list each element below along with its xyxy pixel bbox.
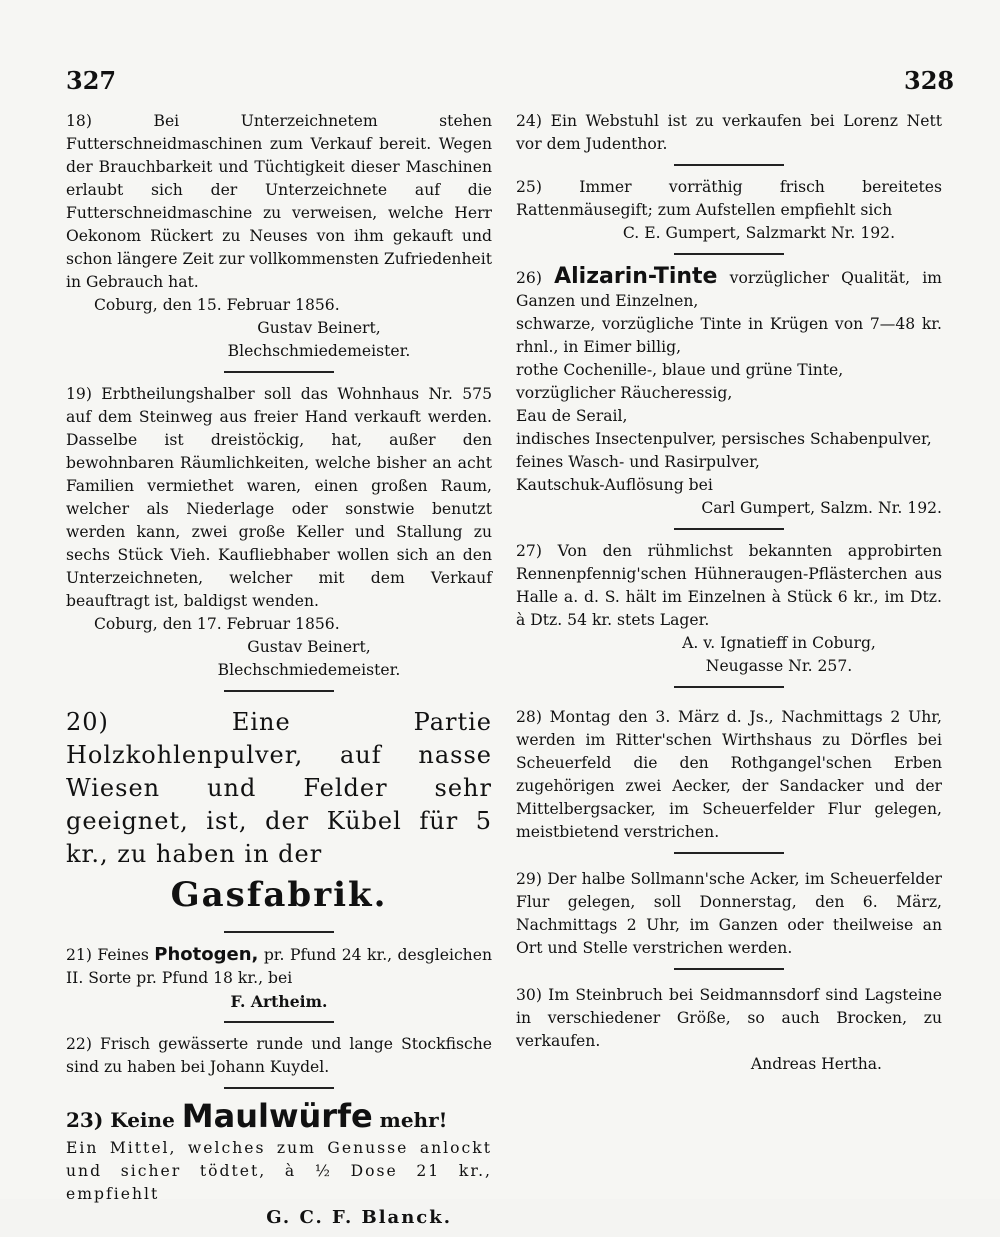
ad-26-item: Kautschuk-Auflösung bei [516, 476, 713, 494]
ad-21 [66, 943, 492, 1013]
separator [674, 164, 784, 166]
ad-22 [66, 1033, 492, 1079]
ad-26-item: Eau de Serail, [516, 407, 628, 425]
separator [224, 1021, 334, 1023]
ad-26-item: schwarze, vorzügliche Tinte in Krügen von 7—48 kr. rhnl., in Eimer billig, [516, 315, 942, 356]
separator [674, 968, 784, 970]
ad-30-signature: Andreas Hertha. [750, 1055, 882, 1073]
ad-19-text: 19) Erbtheilungshalber soll das Wohnhaus Nr. 575 auf dem Steinweg aus freier Hand verkauft werden. Dasselbe ist dreistöckig, hat, außer den bewohnbaren Räumlichkeiten, welche bisher an acht Familien vermiethet waren, einen großen Raum, welcher als Niederlage oder sonstwie benutzt werden kann, zwei große Keller und Stallung zu sechs Stück Vieh. Kaufliebhaber wollen sich an den Unterzeichneten, welcher mit dem Verkauf beauftragt ist, baldigst wenden. [66, 385, 492, 610]
ad-22-text: 22) Frisch gewässerte runde und lange Stockfische sind zu haben bei Johann Kuydel. [66, 1035, 492, 1076]
ad-19 [66, 383, 492, 682]
ad-26-intro: vorzüglicher Qualität, im Ganzen und Einzelnen, [516, 269, 942, 310]
ad-18 [66, 110, 492, 363]
ad-27 [516, 540, 942, 678]
page-number-right: 328 [904, 66, 955, 95]
ad-18-signature-name: Gustav Beinert, [257, 319, 381, 337]
ad-30-text: 30) Im Steinbruch bei Seidmannsdorf sind Lagsteine in verschiedener Größe, so auch Brocken, zu verkaufen. [516, 986, 942, 1050]
ad-23-word-3: mehr! [379, 1108, 448, 1132]
separator [224, 690, 334, 692]
left-column [66, 110, 492, 1237]
ad-25-text: 25) Immer vorräthig frisch bereitetes Rattenmäusegift; zum Aufstellen empfiehlt sich [516, 178, 942, 219]
ad-28 [516, 706, 942, 844]
ad-18-date: Coburg, den 15. Februar 1856. [94, 296, 340, 314]
separator [674, 686, 784, 688]
ad-24 [516, 110, 942, 156]
ad-23-text: Ein Mittel, welches zum Genusse anlockt und sicher tödtet, à ½ Dose 21 kr., empfiehlt [66, 1139, 492, 1203]
ad-28-text: 28) Montag den 3. März d. Js., Nachmittags 2 Uhr, werden im Ritter'schen Wirthshaus zu Dörfles bei Scheuerfeld die den Rothgangel'schen Erben zugehörigen zwei Aecker, der Sandacker und der Mittelbergsacker, im Scheuerfelder Flur gelegen, meistbietend verstrichen. [516, 708, 942, 841]
ad-29 [516, 868, 942, 960]
ad-26 [516, 265, 942, 520]
ad-23-signature: G. C. F. Blanck. [266, 1207, 452, 1228]
ad-21-signature: F. Artheim. [230, 992, 328, 1011]
ad-26-item: feines Wasch- und Rasirpulver, [516, 453, 760, 471]
right-column [516, 110, 942, 1084]
ad-18-signature-title: Blechschmiedemeister. [227, 342, 411, 360]
ad-21-prefix: 21) Feines [66, 946, 149, 964]
ad-26-headline [516, 265, 942, 313]
ad-24-text: 24) Ein Webstuhl ist zu verkaufen bei Lorenz Nett vor dem Judenthor. [516, 112, 942, 153]
ad-20-place: Gasfabrik. [170, 875, 388, 915]
separator [674, 528, 784, 530]
ad-23-number: 23) [66, 1108, 104, 1132]
ad-26-product: Alizarin-Tinte [554, 264, 718, 289]
page-number-left: 327 [66, 66, 117, 95]
ad-20-text: 20) Eine Partie Holzkohlenpulver, auf nasse Wiesen und Felder sehr geeignet, ist, der Kübel für 5 kr., zu haben in der [66, 708, 492, 868]
separator [674, 852, 784, 854]
ad-26-signature: Carl Gumpert, Salzm. Nr. 192. [701, 499, 942, 517]
ad-26-item: vorzüglicher Räucheressig, [516, 384, 733, 402]
ad-25 [516, 176, 942, 245]
ad-27-signature-name: A. v. Ignatieff in Coburg, [682, 634, 876, 652]
ad-23-word-1: Keine [110, 1108, 175, 1132]
ad-21-rest: pr. Pfund 24 kr., desgleichen II. Sorte pr. Pfund 18 kr., bei [66, 946, 492, 987]
ad-19-signature-title: Blechschmiedemeister. [217, 661, 401, 679]
ad-19-signature-name: Gustav Beinert, [247, 638, 371, 656]
ad-20 [66, 706, 492, 915]
ad-23 [66, 1099, 492, 1229]
ad-30 [516, 984, 942, 1076]
ad-27-signature-address: Neugasse Nr. 257. [705, 657, 853, 675]
ad-21-text [66, 943, 492, 990]
separator [224, 371, 334, 373]
separator [674, 253, 784, 255]
separator [224, 931, 334, 933]
ad-18-text: 18) Bei Unterzeichnetem stehen Futterschneidmaschinen zum Verkauf bereit. Wegen der Brauchbarkeit und Tüchtigkeit dieser Maschinen erlaubt sich der Unterzeichnete auf die Futterschneidmaschine zu verweisen, welche Herr Oekonom Rückert zu Neuses von ihm gekauft und schon längere Zeit zur vollkommensten Zufriedenheit in Gebrauch hat. [66, 112, 492, 291]
ad-29-text: 29) Der halbe Sollmann'sche Acker, im Scheuerfelder Flur gelegen, soll Donnerstag, den 6. März, Nachmittags 2 Uhr, im Ganzen oder theilweise an Ort und Stelle verstrichen werden. [516, 870, 942, 957]
separator [224, 1087, 334, 1089]
ad-23-word-2: Maulwürfe [181, 1097, 373, 1135]
ad-23-headline [66, 1099, 492, 1137]
ad-26-number: 26) [516, 269, 542, 287]
ad-19-date: Coburg, den 17. Februar 1856. [94, 615, 340, 633]
ad-25-signature: C. E. Gumpert, Salzmarkt Nr. 192. [622, 224, 896, 242]
ad-21-product: Photogen, [154, 944, 259, 965]
ad-27-text: 27) Von den rühmlichst bekannten approbirten Rennenpfennig'schen Hühneraugen-Pflästerchen aus Halle a. d. S. hält im Einzelnen à Stück 6 kr., im Dtz. à Dtz. 54 kr. stets Lager. [516, 542, 942, 629]
ad-26-item: rothe Cochenille-, blaue und grüne Tinte, [516, 361, 844, 379]
ad-26-item: indisches Insectenpulver, persisches Schabenpulver, [516, 430, 932, 448]
